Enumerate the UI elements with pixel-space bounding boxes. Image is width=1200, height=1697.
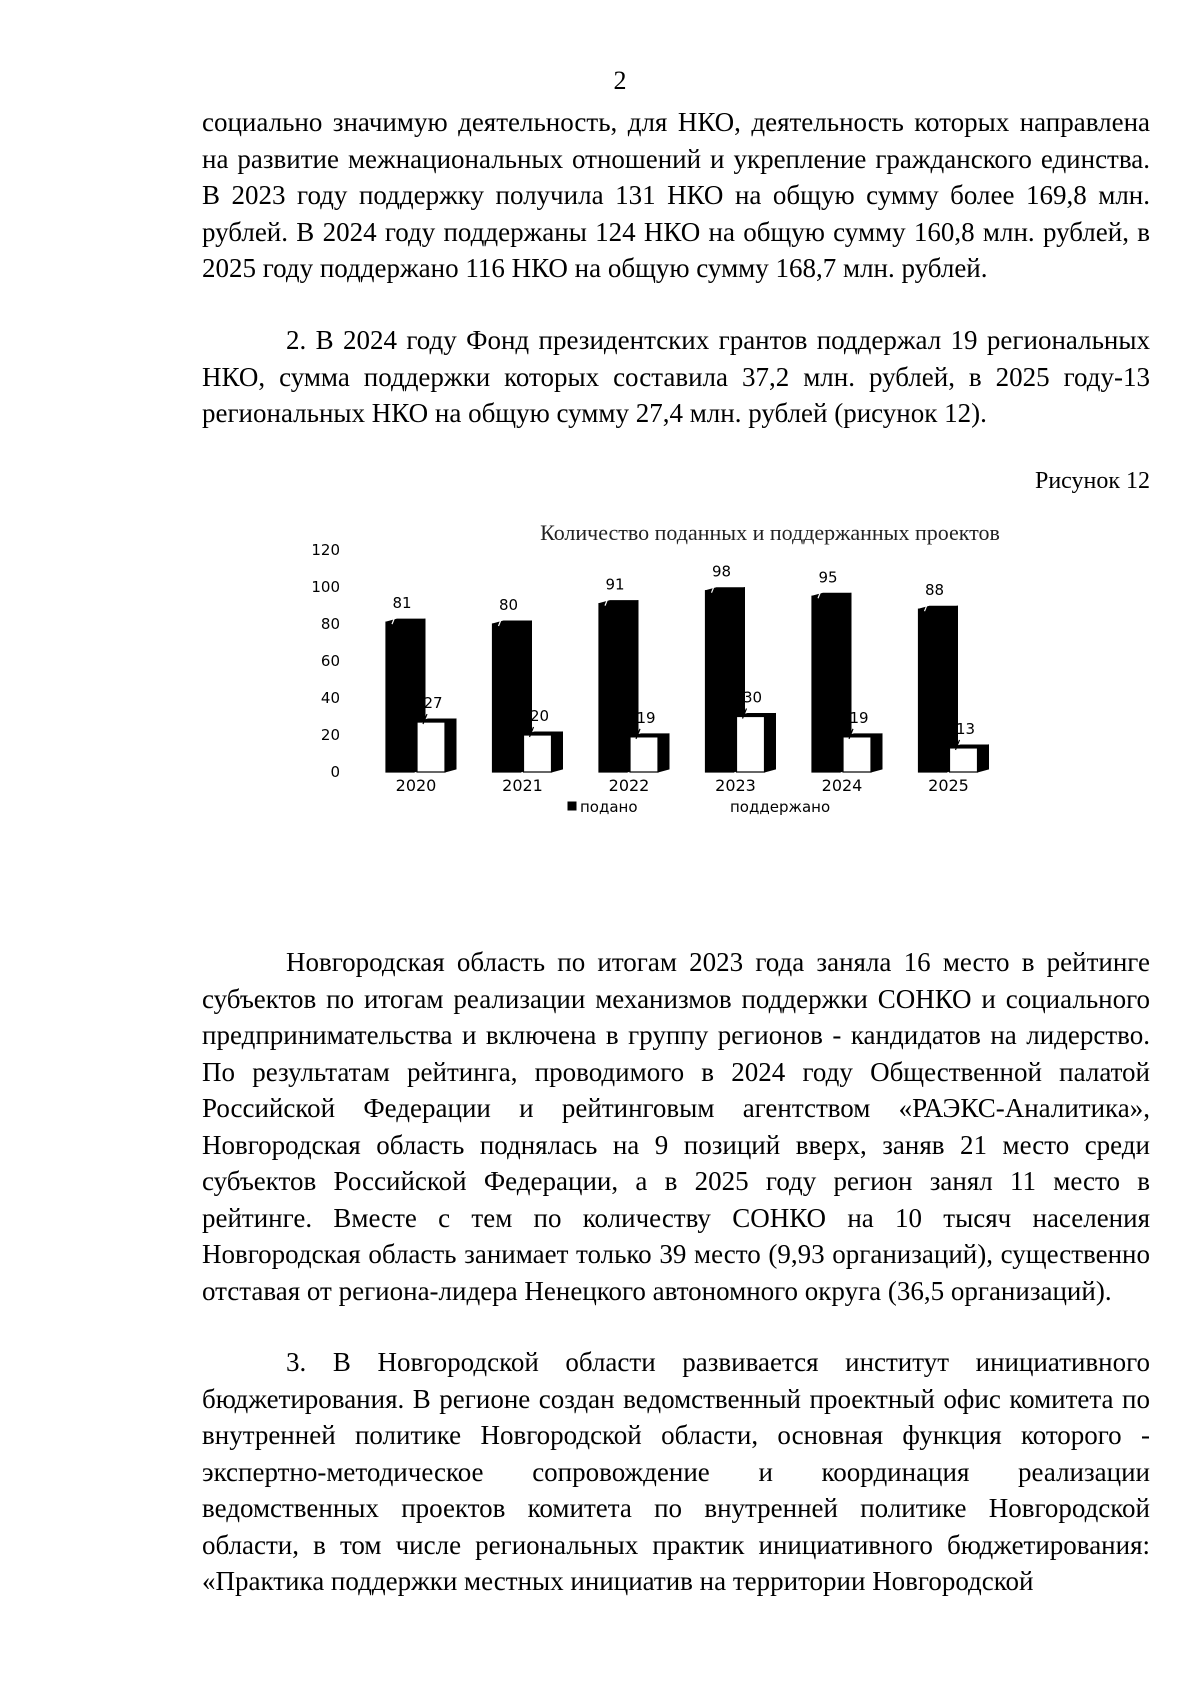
data-label: 95 (818, 568, 838, 587)
data-label: 80 (498, 596, 519, 614)
chart-svg (300, 500, 1060, 920)
paragraph-initiative-budgeting (202, 1344, 1150, 1600)
bar-side-поддержано (765, 714, 776, 773)
legend-label: подано (580, 798, 638, 816)
data-label: 91 (605, 575, 625, 594)
bar-поддержано (417, 722, 445, 772)
page-number: 2 (613, 66, 627, 95)
data-label: 27 (423, 694, 443, 713)
bar-подано (706, 591, 734, 772)
projects-chart (300, 500, 1060, 920)
y-tick-label: 120 (311, 541, 340, 559)
paragraph-text: Новгородская область по итогам 2023 года заняла 16 место в рейтинге субъектов по итогам реализации механизмов поддержки СОНКО и социального предпринимательства и включена в группу регионов - кандидатов на лидерство. По результатам рейтинга, проводимого в 2024 году Общественной палатой Российской Федерации и рейтинговым агентством «РАЭКС-Аналитика», Новгородская область поднялась на 9 позиций вверх, заняв 21 место среди субъектов Российской Федерации, а в 2025 году регион занял 11 место в рейтинге. Вместе с тем по количеству СОНКО на 10 тысяч населения Новгородская область занимает только 39 место (9,93 организаций), существенно отставая от региона-лидера Ненецкого автономного округа (36,5 организаций). (202, 947, 1150, 1306)
y-tick-label: 20 (320, 726, 340, 744)
figure-label: Рисунок 12 (1034, 468, 1150, 494)
bar-поддержано (950, 748, 978, 772)
data-label: 13 (955, 719, 976, 738)
data-label: 19 (636, 708, 656, 727)
y-tick-label: 100 (311, 578, 340, 596)
paragraph-text: 2. В 2024 году Фонд президентских грантов поддержал 19 региональных НКО, сумма поддержки которых составила 37,2 млн. рублей, в 2025 году-13 региональных НКО на общую сумму 27,4 млн. рублей (рисунок 12). (202, 325, 1150, 428)
bar-поддержано (524, 735, 552, 772)
x-category-label: 2022 (608, 776, 650, 795)
x-category-label: 2023 (715, 776, 756, 795)
bar-side-поддержано (552, 732, 563, 772)
bar-подано (812, 596, 840, 772)
bar-поддержано (630, 737, 658, 772)
x-category-label: 2021 (502, 776, 543, 795)
bar-поддержано (843, 737, 871, 772)
bar-подано (599, 604, 627, 772)
x-category-label: 2020 (395, 776, 437, 795)
bar-side-поддержано (978, 745, 989, 772)
bar-side-поддержано (658, 734, 669, 772)
bar-подано (493, 624, 521, 772)
bar-поддержано (737, 717, 765, 773)
y-tick-label: 40 (320, 689, 340, 707)
data-label: 98 (711, 562, 732, 581)
paragraph-rating (202, 944, 1150, 1309)
data-label: 30 (742, 688, 763, 707)
y-tick-label: 60 (320, 652, 340, 670)
paragraph-text: 3. В Новгородской области развивается институт инициативного бюджетирования. В регионе создан ведомственный проектный офис комитета по внутренней политике Новгородской области, основная функция которого - экспертно-методическое сопровождение и координация реализации ведомственных проектов комитета по внутренней политике Новгородской области, в том числе региональных практик инициативного бюджетирования: «Практика поддержки местных инициатив на территории Новгородской (202, 1347, 1150, 1596)
x-category-label: 2024 (821, 776, 863, 795)
y-tick-label: 0 (330, 763, 340, 781)
chart-title: Количество поданных и поддержанных проектов (540, 520, 1000, 545)
legend-swatch (568, 802, 576, 810)
y-tick-label: 80 (320, 615, 340, 633)
bar-side-поддержано (871, 734, 882, 772)
bar-side-поддержано (445, 719, 456, 772)
data-label: 88 (924, 581, 945, 600)
data-label: 19 (849, 708, 869, 727)
bar-подано (386, 622, 414, 772)
legend-swatch (718, 802, 726, 810)
paragraph-grants (202, 322, 1150, 432)
x-category-label: 2025 (928, 776, 969, 795)
data-label: 20 (529, 707, 550, 725)
data-label: 81 (392, 594, 412, 613)
paragraph-text: социально значимую деятельность, для НКО, деятельность которых направлена на развитие межнациональных отношений и укрепление гражданского единства. В 2023 году поддержку получила 131 НКО на общую сумму более 169,8 млн. рублей. В 2024 году поддержаны 124 НКО на общую сумму 160,8 млн. рублей, в 2025 году поддержано 116 НКО на общую сумму 168,7 млн. рублей. (202, 107, 1150, 283)
bar-подано (919, 609, 947, 772)
paragraph-continuation (202, 104, 1150, 287)
legend-label: поддержано (730, 798, 831, 816)
